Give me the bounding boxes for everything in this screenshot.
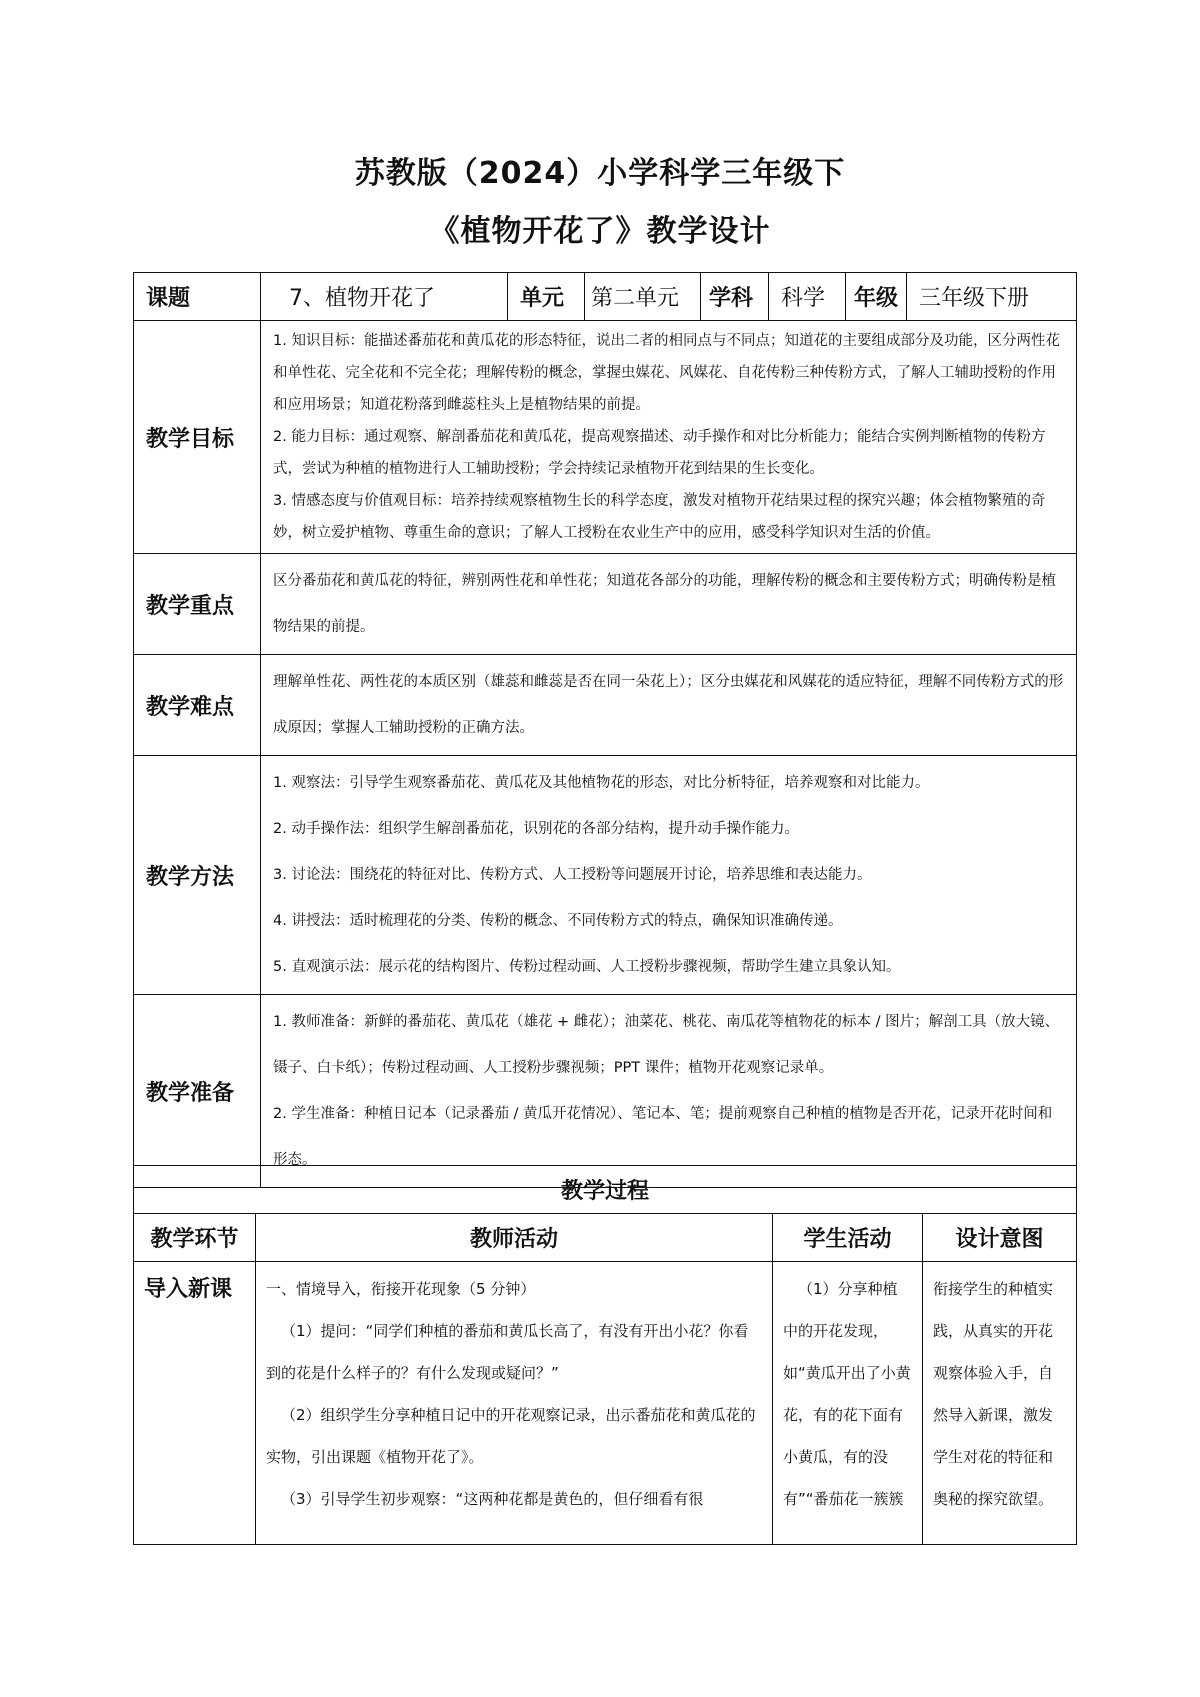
col-header-stage: 教学环节: [134, 1214, 256, 1262]
teacher-activity-line: （3）引导学生初步观察：“这两种花都是黄色的，但仔细看有很: [281, 1490, 704, 1508]
topic-label: 课题: [134, 273, 261, 321]
grade-value: 三年级下册: [907, 273, 1077, 321]
col-header-intent: 设计意图: [923, 1214, 1077, 1262]
preparation-item: 2. 学生准备：种植日记本（记录番茄 / 黄瓜开花情况）、笔记本、笔；提前观察自己种植的植物是否开花，记录开花时间和形态。: [273, 1106, 1053, 1168]
process-header-row: [134, 1214, 1077, 1262]
method-item: 3. 讨论法：围绕花的特征对比、传粉方式、人工授粉等问题展开讨论，培养思维和表达能力。: [273, 867, 872, 883]
teacher-activity-cell: [256, 1262, 773, 1545]
key-points-row: [134, 554, 1077, 655]
col-header-teacher: 教师活动: [256, 1214, 773, 1262]
topic-value: 7、植物开花了: [261, 273, 508, 321]
method-item: 5. 直观演示法：展示花的结构图片、传粉过程动画、人工授粉步骤视频，帮助学生建立具象认知。: [273, 959, 901, 975]
col-header-student: 学生活动: [773, 1214, 923, 1262]
unit-label: 单元: [508, 273, 585, 321]
header-row: [134, 273, 1077, 321]
teacher-activity-line: 一、情境导入，衔接开花现象（5 分钟）: [266, 1280, 536, 1298]
grade-label: 年级: [846, 273, 907, 321]
process-title: 教学过程: [134, 1166, 1077, 1214]
subject-label: 学科: [701, 273, 769, 321]
preparation-row: [134, 995, 1077, 1188]
objective-item: 1. 知识目标：能描述番茄花和黄瓜花的形态特征，说出二者的相同点与不同点；知道花的主要组成部分及功能，区分两性花和单性花、完全花和不完全花；理解传粉的概念，掌握虫媒花、风媒花、自花传粉三种传粉方式，了解人工辅助授粉的作用和应用场景；知道花粉落到雌蕊柱头上是植物结果的前提。: [273, 333, 1060, 413]
key-points-text: 区分番茄花和黄瓜花的特征，辨别两性花和单性花；知道花各部分的功能，理解传粉的概念和主要传粉方式；明确传粉是植物结果的前提。: [273, 573, 1056, 635]
preparation-label: 教学准备: [134, 995, 261, 1188]
difficulties-label: 教学难点: [134, 655, 261, 756]
lesson-info-table: [133, 272, 1077, 1188]
objective-item: 3. 情感态度与价值观目标：培养持续观察植物生长的科学态度，激发对植物开花结果过程的探究兴趣；体会植物繁殖的奇妙，树立爱护植物、尊重生命的意识；了解人工授粉在农业生产中的应用，感受科学知识对生活的价值。: [273, 493, 1046, 541]
teacher-activity-line: （2）组织学生分享种植日记中的开花观察记录，出示番茄花和黄瓜花的实物，引出课题《植物开花了》。: [266, 1406, 756, 1466]
teacher-activity-line: （1）提问：“同学们种植的番茄和黄瓜长高了，有没有开出小花？你看到的花是什么样子的？有什么发现或疑问？”: [266, 1322, 749, 1382]
key-points-label: 教学重点: [134, 554, 261, 655]
student-activity-cell: （1）分享种植中的开花发现，如“黄瓜开出了小黄花，有的花下面有小黄瓜，有的没有”“番茄花一簇簇: [773, 1262, 923, 1545]
difficulties-row: [134, 655, 1077, 756]
method-item: 4. 讲授法：适时梳理花的分类、传粉的概念、不同传粉方式的特点，确保知识准确传递。: [273, 913, 843, 929]
preparation-content: [261, 995, 1077, 1188]
method-item: 2. 动手操作法：组织学生解剖番茄花，识别花的各部分结构，提升动手操作能力。: [273, 821, 799, 837]
methods-label: 教学方法: [134, 756, 261, 995]
difficulties-text: 理解单性花、两性花的本质区别（雄蕊和雌蕊是否在同一朵花上）；区分虫媒花和风媒花的适应特征，理解不同传粉方式的形成原因；掌握人工辅助授粉的正确方法。: [273, 674, 1064, 736]
stage-cell: 导入新课: [134, 1262, 256, 1545]
design-intent-cell: 衔接学生的种植实践，从真实的开花观察体验入手，自然导入新课，激发学生对花的特征和奥秘的探究欲望。: [923, 1262, 1077, 1545]
unit-value: 第二单元: [585, 273, 701, 321]
methods-row: [134, 756, 1077, 995]
methods-content: [261, 756, 1077, 995]
process-title-row: [134, 1166, 1077, 1214]
objective-item: 2. 能力目标：通过观察、解剖番茄花和黄瓜花，提高观察描述、动手操作和对比分析能力；能结合实例判断植物的传粉方式，尝试为种植的植物进行人工辅助授粉；学会持续记录植物开花到结果的生长变化。: [273, 429, 1046, 477]
subject-value: 科学: [769, 273, 846, 321]
objectives-content: [261, 321, 1077, 554]
process-row: [134, 1262, 1077, 1545]
preparation-item: 1. 教师准备：新鲜的番茄花、黄瓜花（雄花 + 雌花）；油菜花、桃花、南瓜花等植物花的标本 / 图片；解剖工具（放大镜、镊子、白卡纸）；传粉过程动画、人工授粉步骤视频；PPT 课件；植物开花观察记录单。: [273, 1014, 1060, 1076]
teaching-process-table: [133, 1165, 1077, 1545]
objectives-row: [134, 321, 1077, 554]
method-item: 1. 观察法：引导学生观察番茄花、黄瓜花及其他植物花的形态，对比分析特征，培养观察和对比能力。: [273, 775, 930, 791]
document-subtitle: 《植物开花了》教学设计: [429, 214, 771, 249]
objectives-label: 教学目标: [134, 321, 261, 554]
document-title: 苏教版（2024）小学科学三年级下: [354, 156, 846, 191]
